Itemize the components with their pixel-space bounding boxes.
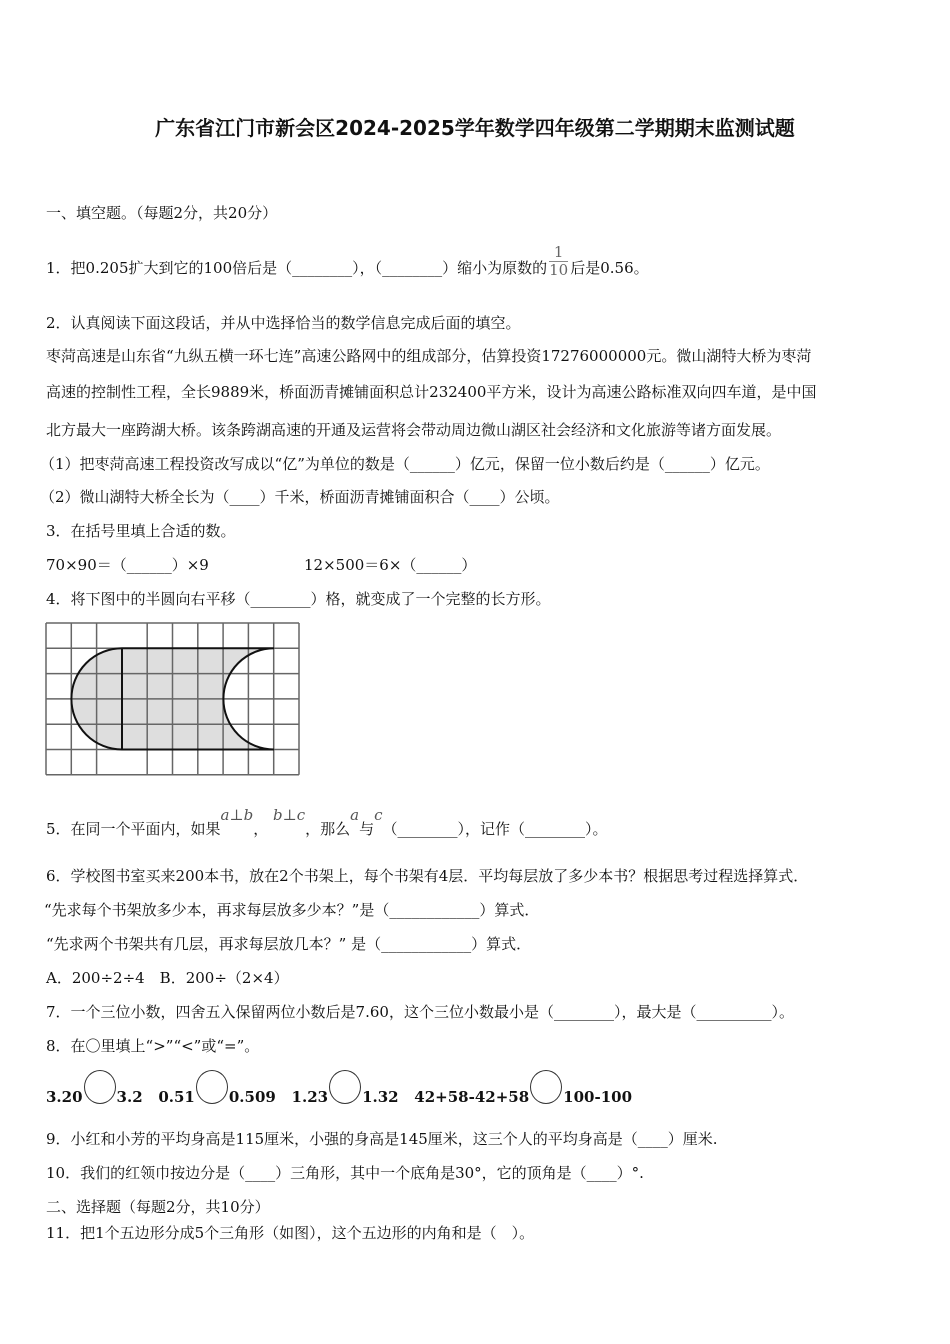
fraction-numerator: 1	[549, 244, 568, 262]
q5-text: ，那么	[305, 820, 351, 838]
q8-right: 100-100	[563, 1088, 633, 1106]
q8-right: 0.509	[228, 1088, 276, 1106]
question-9: 9．小红和小芳的平均身高是115厘米，小强的身高是145厘米，这三个人的平均身高是（____）厘米.	[46, 1130, 718, 1148]
section-choice-heading: 二、选择题（每题2分，共10分）	[46, 1198, 270, 1216]
question-6-stem: 6．学校图书室买来200本书，放在2个书架上，每个书架有4层．平均每层放了多少本书？根据思考过程选择算式．	[46, 867, 809, 885]
q2-passage-line: 北方最大一座跨湖大桥。该条跨湖高速的开通及运营将会带动周边微山湖区社会经济和文化旅游等诸方面发展。	[46, 421, 782, 439]
q6-line-2: “先求两个书架共有几层，再求每层放几本？” 是（____________）算式．	[46, 935, 532, 953]
q5-text: ，	[253, 820, 269, 838]
q8-left: 1.23	[291, 1088, 329, 1106]
a-perp-b: a⊥b	[220, 806, 254, 824]
q5-text: （________），记作（________）。	[382, 820, 608, 838]
q3-b: 12×500＝6×（______）	[304, 556, 477, 574]
q8-comparisons	[46, 1070, 632, 1106]
q8-left: 42+58-42+58	[414, 1088, 530, 1106]
question-1	[46, 244, 649, 279]
q8-right: 3.2	[116, 1088, 143, 1106]
question-2-stem: 2．认真阅读下面这段话，并从中选择恰当的数学信息完成后面的填空。	[46, 314, 521, 332]
answer-circle[interactable]	[530, 1070, 562, 1104]
var-c: c	[374, 806, 383, 824]
q5-text: 5．在同一个平面内，如果	[46, 820, 221, 838]
page-title: 广东省江门市新会区2024-2025学年数学四年级第二学期期末监测试题	[155, 116, 795, 140]
q8-right: 1.32	[362, 1088, 399, 1106]
fraction	[549, 244, 568, 279]
q2-sub-2: （2）微山湖特大桥全长为（____）千米，桥面沥青摊铺面积合（____）公顷。	[40, 488, 560, 506]
question-11: 11．把1个五边形分成5个三角形（如图），这个五边形的内角和是（ ）。	[46, 1224, 535, 1242]
answer-circle[interactable]	[196, 1070, 228, 1104]
var-a: a	[350, 806, 360, 824]
grid-figure	[45, 622, 303, 780]
q6-options: A．200÷2÷4 B．200÷（2×4）	[46, 969, 289, 987]
q2-passage-line: 高速的控制性工程，全长9889米，桥面沥青摊铺面积总计232400平方米，设计为高速公路标准双向四车道，是中国	[46, 383, 817, 401]
q5-text: 与	[359, 820, 375, 838]
question-4-stem: 4．将下图中的半圆向右平移（________）格，就变成了一个完整的长方形。	[46, 590, 551, 608]
b-perp-c: b⊥c	[273, 806, 306, 824]
q1-text: 1．把0.205扩大到它的100倍后是（________），（________）缩小为原数的	[46, 259, 548, 277]
answer-circle[interactable]	[329, 1070, 361, 1104]
question-7: 7．一个三位小数，四舍五入保留两位小数后是7.60，这个三位小数最小是（________），最大是（__________）。	[46, 1003, 794, 1021]
question-10: 10．我们的红领巾按边分是（____）三角形，其中一个底角是30°，它的顶角是（____）°.	[46, 1164, 644, 1182]
section-fill-blank-heading: 一、填空题。（每题2分，共20分）	[46, 204, 278, 222]
question-5	[46, 806, 608, 839]
q1-text-end: 后是0.56。	[570, 259, 649, 277]
question-8-stem: 8．在〇里填上“>”“<”或“=”。	[46, 1037, 260, 1055]
fraction-denominator: 10	[549, 261, 569, 279]
question-3-stem: 3．在括号里填上合适的数。	[46, 522, 236, 540]
q8-left: 3.20	[46, 1088, 83, 1106]
q8-left: 0.51	[158, 1088, 195, 1106]
q3-a: 70×90＝（______）×9	[46, 556, 209, 574]
q2-passage-line: 枣菏高速是山东省“九纵五横一环七连”高速公路网中的组成部分，估算投资17276000000元。微山湖特大桥为枣菏	[46, 347, 812, 365]
answer-circle[interactable]	[84, 1070, 116, 1104]
grid-lines	[46, 623, 299, 775]
q6-line-1: “先求每个书架放多少本，再求每层放多少本？”是（____________）算式．	[44, 901, 540, 919]
q2-sub-1: （1）把枣菏高速工程投资改写成以“亿”为单位的数是（______）亿元，保留一位小数后约是（______）亿元。	[40, 455, 770, 473]
